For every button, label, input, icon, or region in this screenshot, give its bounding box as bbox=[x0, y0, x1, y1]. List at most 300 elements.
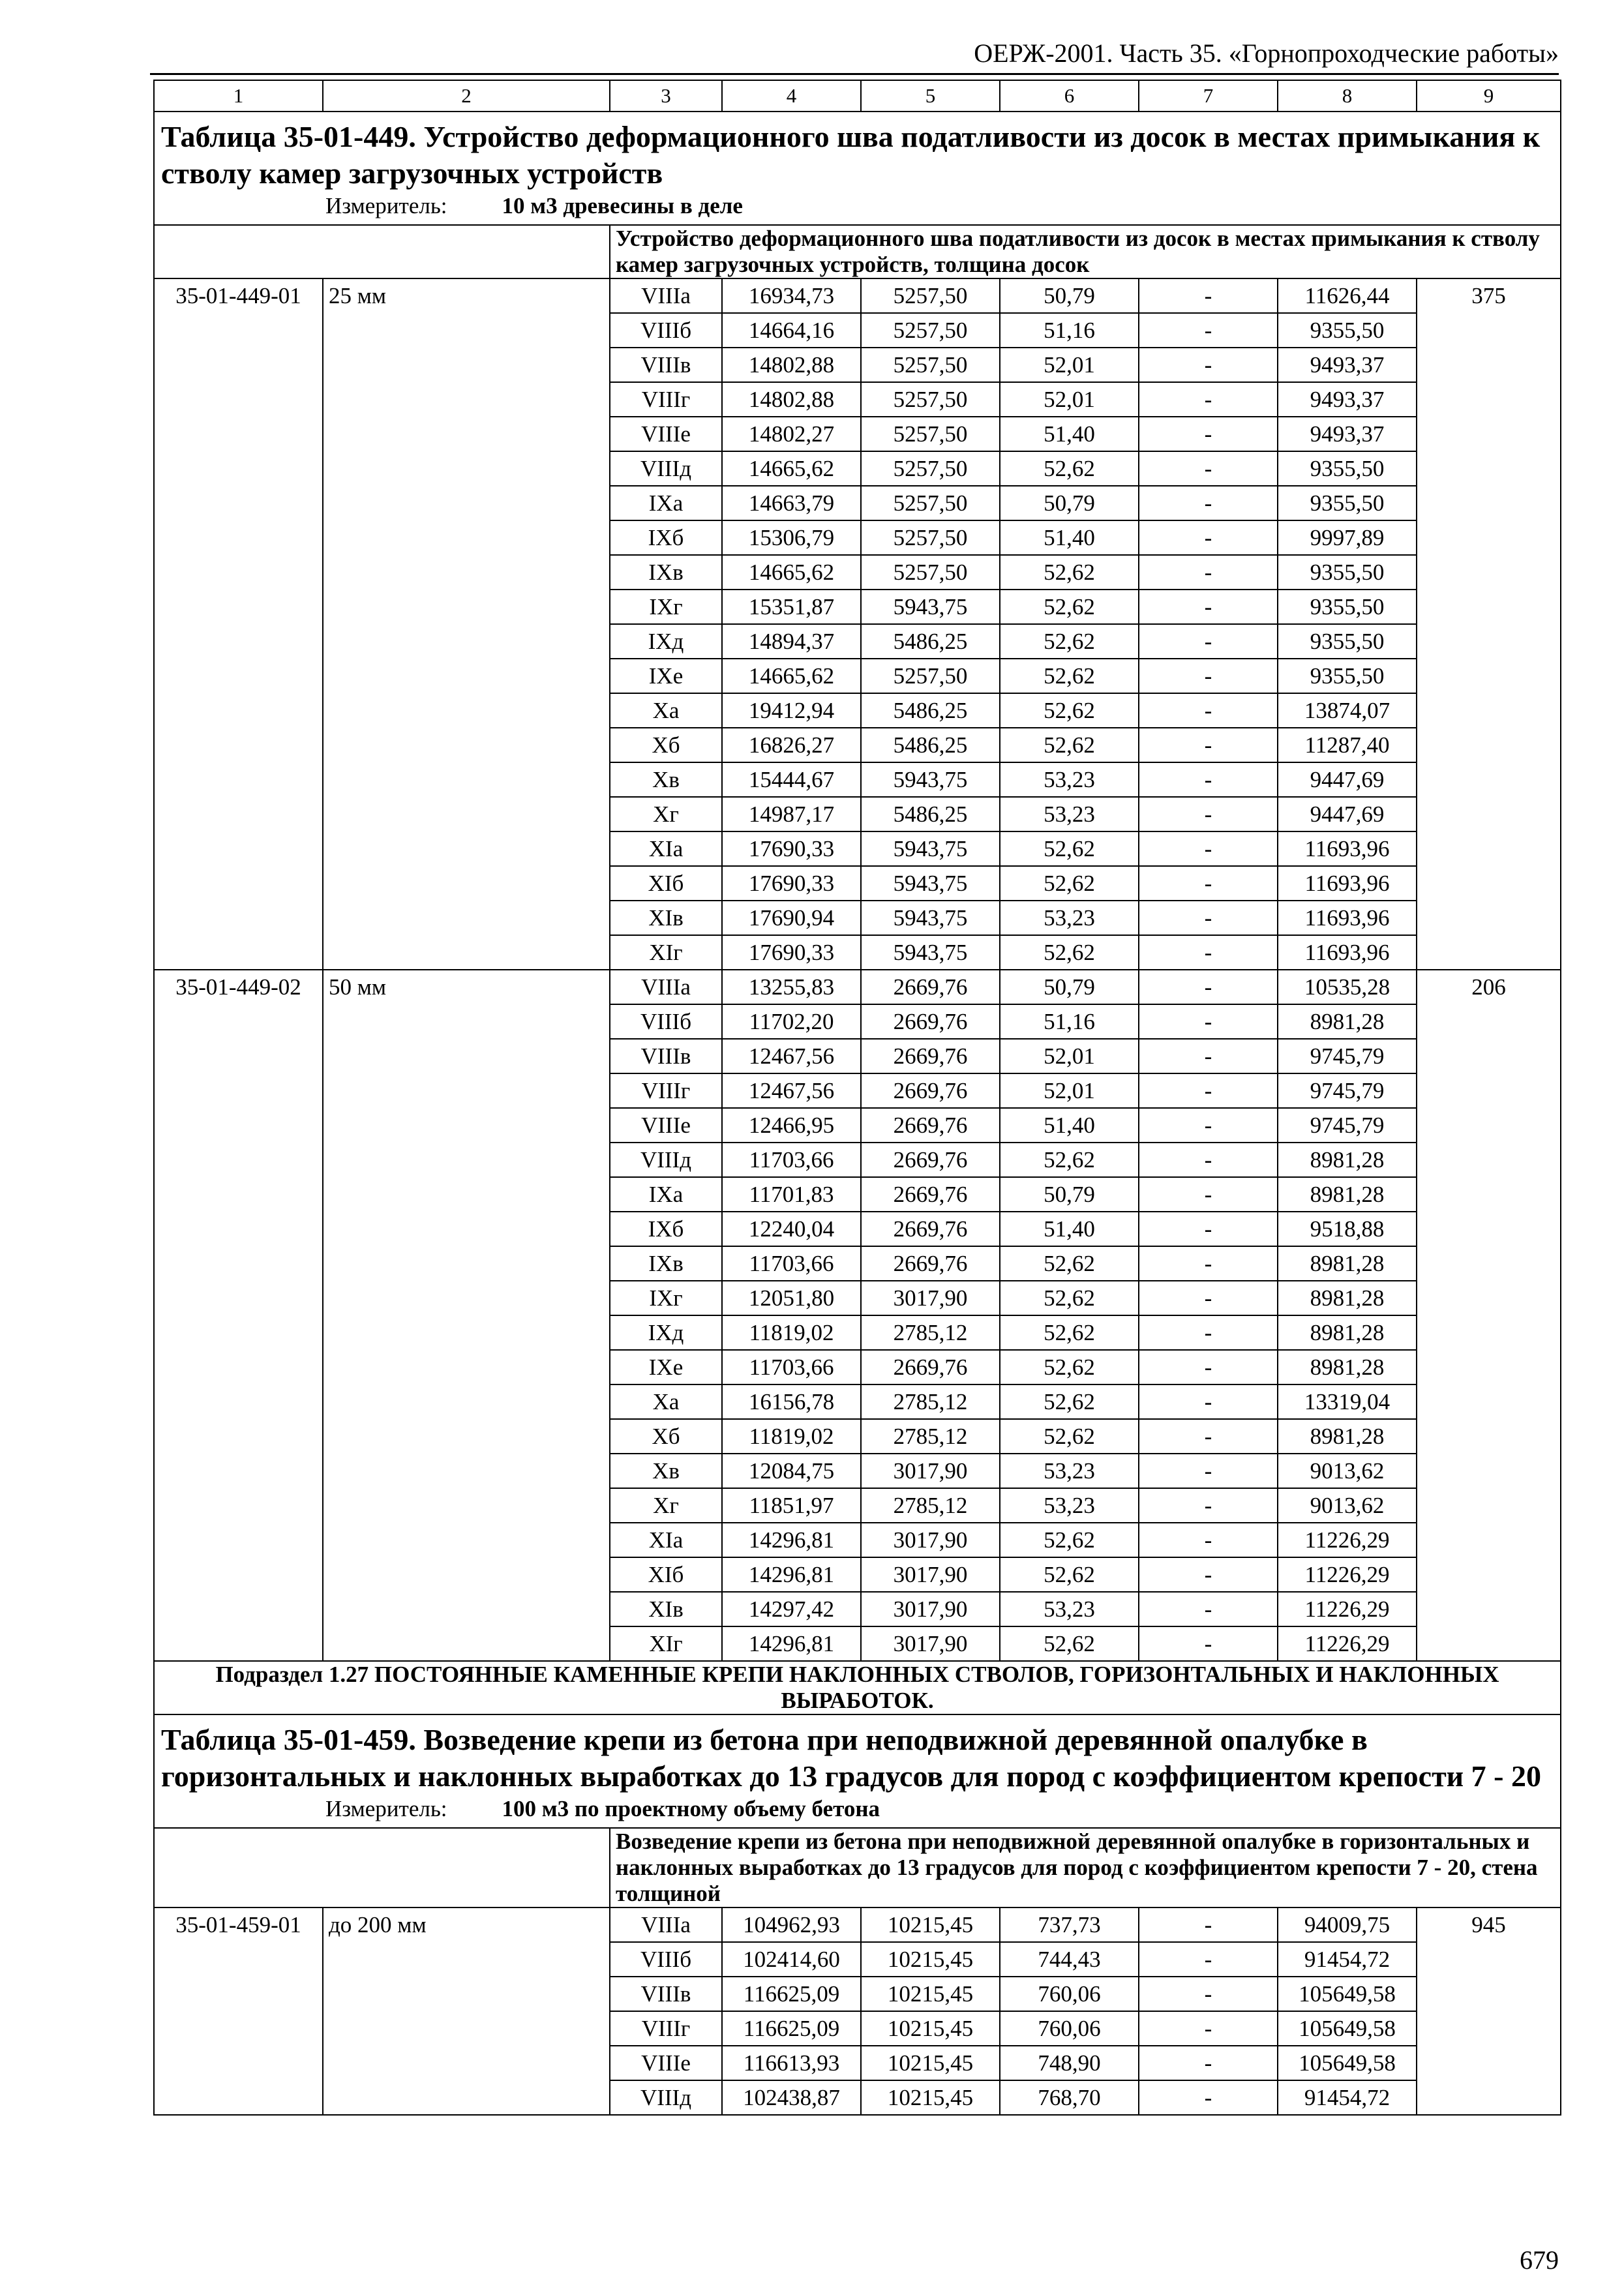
table-cell: Xв bbox=[610, 762, 722, 797]
table-cell: IXв bbox=[610, 555, 722, 590]
table-cell: 52,62 bbox=[1000, 693, 1139, 728]
table-cell: - bbox=[1139, 1073, 1278, 1108]
table-cell: VIIIб bbox=[610, 1942, 722, 1977]
table-cell: - bbox=[1139, 348, 1278, 382]
table-cell: 52,62 bbox=[1000, 1246, 1139, 1281]
table-cell: - bbox=[1139, 555, 1278, 590]
table-cell: 52,62 bbox=[1000, 866, 1139, 901]
table-cell: XIа bbox=[610, 1523, 722, 1557]
table-cell: 52,62 bbox=[1000, 728, 1139, 762]
table-cell: 52,62 bbox=[1000, 1557, 1139, 1592]
table-cell: 5257,50 bbox=[861, 451, 1000, 486]
table-cell: 17690,94 bbox=[722, 901, 861, 935]
table-cell: 9355,50 bbox=[1278, 659, 1417, 693]
table-cell: 105649,58 bbox=[1278, 2046, 1417, 2080]
table-cell: 116625,09 bbox=[722, 1977, 861, 2011]
table-cell: Xг bbox=[610, 797, 722, 831]
table-cell: XIв bbox=[610, 901, 722, 935]
table-cell: - bbox=[1139, 2011, 1278, 2046]
section-description: Возведение крепи из бетона при неподвижной деревянной опалубке в горизонтальных и наклонных выработках до 13 градусов для пород с коэффициентом крепости 7 - 20, стена толщиной bbox=[610, 1828, 1561, 1908]
table-cell: 5943,75 bbox=[861, 590, 1000, 624]
table-cell: 12467,56 bbox=[722, 1073, 861, 1108]
table-cell: - bbox=[1139, 624, 1278, 659]
table-cell: 5486,25 bbox=[861, 797, 1000, 831]
table-cell: 15444,67 bbox=[722, 762, 861, 797]
table-cell: - bbox=[1139, 728, 1278, 762]
rates-table bbox=[153, 80, 1561, 2116]
table-cell: 9493,37 bbox=[1278, 382, 1417, 417]
table-cell: 14802,27 bbox=[722, 417, 861, 451]
table-cell: - bbox=[1139, 1557, 1278, 1592]
table-cell: - bbox=[1139, 1350, 1278, 1384]
table-cell: - bbox=[1139, 1212, 1278, 1246]
table-cell: 11703,66 bbox=[722, 1246, 861, 1281]
table-cell: 11693,96 bbox=[1278, 935, 1417, 970]
table-cell: - bbox=[1139, 901, 1278, 935]
table-cell: 2669,76 bbox=[861, 1039, 1000, 1073]
table-cell: 3017,90 bbox=[861, 1281, 1000, 1315]
table-cell: 2785,12 bbox=[861, 1384, 1000, 1419]
table-cell: 8981,28 bbox=[1278, 1177, 1417, 1212]
column-number: 3 bbox=[610, 80, 722, 112]
header-rule bbox=[150, 73, 1559, 75]
table-cell: 2785,12 bbox=[861, 1419, 1000, 1454]
table-cell: 9745,79 bbox=[1278, 1039, 1417, 1073]
table-cell: 11287,40 bbox=[1278, 728, 1417, 762]
table-cell: 105649,58 bbox=[1278, 1977, 1417, 2011]
table-cell: IXд bbox=[610, 1315, 722, 1350]
table-cell: - bbox=[1139, 382, 1278, 417]
table-cell: VIIIб bbox=[610, 1004, 722, 1039]
table-cell: - bbox=[1139, 1977, 1278, 2011]
table-cell: 10215,45 bbox=[861, 1908, 1000, 1942]
rate-code: 35-01-449-02 bbox=[154, 970, 323, 1661]
table-cell: Xа bbox=[610, 693, 722, 728]
table-cell: 116613,93 bbox=[722, 2046, 861, 2080]
table-cell: - bbox=[1139, 2080, 1278, 2115]
table-cell: 8981,28 bbox=[1278, 1350, 1417, 1384]
table-cell: 3017,90 bbox=[861, 1626, 1000, 1661]
table-cell: - bbox=[1139, 831, 1278, 866]
table-cell: 11819,02 bbox=[722, 1419, 861, 1454]
table-cell: 5257,50 bbox=[861, 417, 1000, 451]
table-cell: 9355,50 bbox=[1278, 555, 1417, 590]
table-cell: 14665,62 bbox=[722, 659, 861, 693]
table-cell: 14802,88 bbox=[722, 382, 861, 417]
meter-label: Измеритель: bbox=[325, 1796, 447, 1821]
table-cell: 14296,81 bbox=[722, 1523, 861, 1557]
column-number-row bbox=[154, 80, 1561, 112]
table-cell: - bbox=[1139, 1004, 1278, 1039]
table-cell: Xв bbox=[610, 1454, 722, 1488]
table-cell: 2669,76 bbox=[861, 1073, 1000, 1108]
table-cell: XIг bbox=[610, 1626, 722, 1661]
table-cell: 5257,50 bbox=[861, 382, 1000, 417]
table-cell: 11701,83 bbox=[722, 1177, 861, 1212]
table-cell: VIIIд bbox=[610, 451, 722, 486]
table-cell: 53,23 bbox=[1000, 901, 1139, 935]
table-cell: Xб bbox=[610, 1419, 722, 1454]
table-cell: 11226,29 bbox=[1278, 1557, 1417, 1592]
table-row bbox=[154, 278, 1561, 313]
table-cell: 8981,28 bbox=[1278, 1246, 1417, 1281]
column-number: 9 bbox=[1417, 80, 1561, 112]
table-cell: 5943,75 bbox=[861, 866, 1000, 901]
table-cell: - bbox=[1139, 659, 1278, 693]
table-cell: 9493,37 bbox=[1278, 348, 1417, 382]
meter-label: Измеритель: bbox=[325, 193, 447, 218]
table-cell: - bbox=[1139, 762, 1278, 797]
table-cell: - bbox=[1139, 590, 1278, 624]
table-cell: 748,90 bbox=[1000, 2046, 1139, 2080]
table-cell: 12084,75 bbox=[722, 1454, 861, 1488]
table-cell: 10215,45 bbox=[861, 1942, 1000, 1977]
table-cell: - bbox=[1139, 970, 1278, 1004]
table-cell: 52,62 bbox=[1000, 1384, 1139, 1419]
table-cell: 8981,28 bbox=[1278, 1419, 1417, 1454]
table-cell: VIIIб bbox=[610, 313, 722, 348]
table-cell: XIб bbox=[610, 1557, 722, 1592]
table-cell: 16934,73 bbox=[722, 278, 861, 313]
table-cell: IXд bbox=[610, 624, 722, 659]
table-cell: 91454,72 bbox=[1278, 1942, 1417, 1977]
table-cell: 760,06 bbox=[1000, 2011, 1139, 2046]
table-cell: 52,62 bbox=[1000, 659, 1139, 693]
table-caption-cell bbox=[154, 1714, 1561, 1828]
table-cell: - bbox=[1139, 1592, 1278, 1626]
running-header: ОЕРЖ-2001. Часть 35. «Горнопроходческие работы» bbox=[974, 38, 1559, 68]
table-cell: 5257,50 bbox=[861, 313, 1000, 348]
table-cell: - bbox=[1139, 1039, 1278, 1073]
table-cell: - bbox=[1139, 1177, 1278, 1212]
table-cell: 14987,17 bbox=[722, 797, 861, 831]
table-cell: - bbox=[1139, 2046, 1278, 2080]
table-cell: - bbox=[1139, 313, 1278, 348]
table-cell: 14665,62 bbox=[722, 451, 861, 486]
column-number: 8 bbox=[1278, 80, 1417, 112]
table-cell: XIв bbox=[610, 1592, 722, 1626]
table-cell: - bbox=[1139, 520, 1278, 555]
column-number: 4 bbox=[722, 80, 861, 112]
table-cell: 8981,28 bbox=[1278, 1281, 1417, 1315]
table-cell: 14665,62 bbox=[722, 555, 861, 590]
table-cell: 2669,76 bbox=[861, 1143, 1000, 1177]
table-cell: 91454,72 bbox=[1278, 2080, 1417, 2115]
table-cell: 13255,83 bbox=[722, 970, 861, 1004]
table-cell: 2669,76 bbox=[861, 1212, 1000, 1246]
rate-code: 35-01-449-01 bbox=[154, 278, 323, 970]
column-number: 2 bbox=[323, 80, 610, 112]
meter-line bbox=[161, 1795, 1554, 1827]
table-cell: 52,62 bbox=[1000, 451, 1139, 486]
table-cell: 10215,45 bbox=[861, 2046, 1000, 2080]
table-cell: 11693,96 bbox=[1278, 831, 1417, 866]
table-cell: 5257,50 bbox=[861, 555, 1000, 590]
table-cell: - bbox=[1139, 1315, 1278, 1350]
table-cell: - bbox=[1139, 935, 1278, 970]
table-cell: 9997,89 bbox=[1278, 520, 1417, 555]
section-description: Устройство деформационного шва податливости из досок в местах примыкания к стволу камер загрузочных устройств, толщина досок bbox=[610, 225, 1561, 278]
table-cell: 14297,42 bbox=[722, 1592, 861, 1626]
table-cell: - bbox=[1139, 1908, 1278, 1942]
table-cell: 2785,12 bbox=[861, 1488, 1000, 1523]
table-cell: 50,79 bbox=[1000, 970, 1139, 1004]
table-cell: 9355,50 bbox=[1278, 313, 1417, 348]
table-cell: 52,62 bbox=[1000, 624, 1139, 659]
table-cell: - bbox=[1139, 1143, 1278, 1177]
table-cell: 52,62 bbox=[1000, 935, 1139, 970]
table-cell: 10535,28 bbox=[1278, 970, 1417, 1004]
table-cell: IXа bbox=[610, 1177, 722, 1212]
table-cell: XIб bbox=[610, 866, 722, 901]
table-cell: 105649,58 bbox=[1278, 2011, 1417, 2046]
table-cell: - bbox=[1139, 278, 1278, 313]
table-cell: VIIIа bbox=[610, 970, 722, 1004]
table-cell: 51,40 bbox=[1000, 1108, 1139, 1143]
table-cell: 52,01 bbox=[1000, 1073, 1139, 1108]
table-cell: 9013,62 bbox=[1278, 1488, 1417, 1523]
table-cell: - bbox=[1139, 1523, 1278, 1557]
rate-name: 50 мм bbox=[323, 970, 610, 1661]
table-cell: 10215,45 bbox=[861, 2011, 1000, 2046]
table-caption-row bbox=[154, 1714, 1561, 1828]
table-cell: IXг bbox=[610, 1281, 722, 1315]
meter-line bbox=[161, 192, 1554, 224]
table-cell: 94009,75 bbox=[1278, 1908, 1417, 1942]
table-cell: - bbox=[1139, 797, 1278, 831]
column-9-value: 206 bbox=[1417, 970, 1561, 1661]
rate-name: 25 мм bbox=[323, 278, 610, 970]
table-cell: 14802,88 bbox=[722, 348, 861, 382]
table-cell: IXа bbox=[610, 486, 722, 520]
table-cell: 104962,93 bbox=[722, 1908, 861, 1942]
table-cell: 11226,29 bbox=[1278, 1523, 1417, 1557]
table-cell: 52,62 bbox=[1000, 555, 1139, 590]
table-cell: 102438,87 bbox=[722, 2080, 861, 2115]
table-cell: 17690,33 bbox=[722, 866, 861, 901]
table-cell: XIа bbox=[610, 831, 722, 866]
table-cell: 11851,97 bbox=[722, 1488, 861, 1523]
table-cell: - bbox=[1139, 1108, 1278, 1143]
table-cell: IXе bbox=[610, 659, 722, 693]
table-cell: 5943,75 bbox=[861, 901, 1000, 935]
table-cell: 760,06 bbox=[1000, 1977, 1139, 2011]
table-caption: Таблица 35-01-459. Возведение крепи из бетона при неподвижной деревянной опалубке в горизонтальных и наклонных выработках до 13 градусов для пород с коэффициентом крепости 7 - 20 bbox=[161, 1723, 1541, 1793]
table-cell: 9447,69 bbox=[1278, 762, 1417, 797]
table-cell: 9518,88 bbox=[1278, 1212, 1417, 1246]
table-cell: 11226,29 bbox=[1278, 1592, 1417, 1626]
table-cell: VIIIа bbox=[610, 278, 722, 313]
table-cell: - bbox=[1139, 1246, 1278, 1281]
table-caption-row bbox=[154, 112, 1561, 225]
table-cell: VIIIе bbox=[610, 2046, 722, 2080]
table-cell: 51,16 bbox=[1000, 1004, 1139, 1039]
table-row bbox=[154, 1908, 1561, 1942]
table-cell: VIIIе bbox=[610, 1108, 722, 1143]
table-cell: 17690,33 bbox=[722, 935, 861, 970]
table-cell: 15306,79 bbox=[722, 520, 861, 555]
table-cell: - bbox=[1139, 486, 1278, 520]
table-cell: - bbox=[1139, 417, 1278, 451]
table-cell: IXе bbox=[610, 1350, 722, 1384]
table-caption-cell bbox=[154, 112, 1561, 225]
table-cell: 5257,50 bbox=[861, 278, 1000, 313]
table-cell: 53,23 bbox=[1000, 1592, 1139, 1626]
table-cell: 9355,50 bbox=[1278, 451, 1417, 486]
table-cell: 13319,04 bbox=[1278, 1384, 1417, 1419]
table-cell: 51,16 bbox=[1000, 313, 1139, 348]
column-number: 7 bbox=[1139, 80, 1278, 112]
subsection-heading: Подраздел 1.27 ПОСТОЯННЫЕ КАМЕННЫЕ КРЕПИ НАКЛОННЫХ СТВОЛОВ, ГОРИЗОНТАЛЬНЫХ И НАКЛОННЫХ ВЫРАБОТОК. bbox=[154, 1661, 1561, 1714]
table-cell: 2669,76 bbox=[861, 1177, 1000, 1212]
column-number: 5 bbox=[861, 80, 1000, 112]
table-cell: 9355,50 bbox=[1278, 624, 1417, 659]
table-cell: 50,79 bbox=[1000, 278, 1139, 313]
table-cell: 768,70 bbox=[1000, 2080, 1139, 2115]
table-cell: 11693,96 bbox=[1278, 901, 1417, 935]
table-cell: 8981,28 bbox=[1278, 1143, 1417, 1177]
table-cell: 14296,81 bbox=[722, 1557, 861, 1592]
table-cell: 12466,95 bbox=[722, 1108, 861, 1143]
table-cell: 5486,25 bbox=[861, 693, 1000, 728]
table-cell: 15351,87 bbox=[722, 590, 861, 624]
table-cell: - bbox=[1139, 1384, 1278, 1419]
table-cell: 2669,76 bbox=[861, 970, 1000, 1004]
table-cell: - bbox=[1139, 1419, 1278, 1454]
table-cell: 2669,76 bbox=[861, 1004, 1000, 1039]
table-cell: 11819,02 bbox=[722, 1315, 861, 1350]
table-cell: 5486,25 bbox=[861, 728, 1000, 762]
table-cell: 3017,90 bbox=[861, 1454, 1000, 1488]
table-cell: 10215,45 bbox=[861, 2080, 1000, 2115]
table-cell: Xа bbox=[610, 1384, 722, 1419]
table-cell: XIг bbox=[610, 935, 722, 970]
table-cell: 13874,07 bbox=[1278, 693, 1417, 728]
table-cell: 52,01 bbox=[1000, 1039, 1139, 1073]
table-cell: 19412,94 bbox=[722, 693, 861, 728]
table-cell: 11702,20 bbox=[722, 1004, 861, 1039]
table-cell: 16156,78 bbox=[722, 1384, 861, 1419]
table-cell: 52,62 bbox=[1000, 1419, 1139, 1454]
column-9-value: 375 bbox=[1417, 278, 1561, 970]
meter-value: 10 м3 древесины в деле bbox=[502, 193, 743, 218]
table-cell: 5257,50 bbox=[861, 520, 1000, 555]
table-cell: 9745,79 bbox=[1278, 1108, 1417, 1143]
table-cell: 52,62 bbox=[1000, 1350, 1139, 1384]
table-cell: 744,43 bbox=[1000, 1942, 1139, 1977]
table-caption: Таблица 35-01-449. Устройство деформационного шва податливости из досок в местах примыкания к стволу камер загрузочных устройств bbox=[161, 120, 1541, 190]
table-cell: 53,23 bbox=[1000, 1454, 1139, 1488]
table-cell: Xг bbox=[610, 1488, 722, 1523]
table-cell: 9013,62 bbox=[1278, 1454, 1417, 1488]
table-cell: 2669,76 bbox=[861, 1246, 1000, 1281]
section-description-row bbox=[154, 1828, 1561, 1908]
table-cell: 2785,12 bbox=[861, 1315, 1000, 1350]
table-cell: VIIIг bbox=[610, 382, 722, 417]
table-cell: 12051,80 bbox=[722, 1281, 861, 1315]
table-cell: IXг bbox=[610, 590, 722, 624]
table-cell: 11703,66 bbox=[722, 1143, 861, 1177]
table-cell: 5943,75 bbox=[861, 831, 1000, 866]
table-cell: 9355,50 bbox=[1278, 590, 1417, 624]
meter-value: 100 м3 по проектному объему бетона bbox=[502, 1796, 880, 1821]
table-cell: 3017,90 bbox=[861, 1557, 1000, 1592]
page-number: 679 bbox=[1520, 2245, 1559, 2275]
table-cell: 8981,28 bbox=[1278, 1004, 1417, 1039]
table-cell: - bbox=[1139, 693, 1278, 728]
table-cell: 8981,28 bbox=[1278, 1315, 1417, 1350]
table-cell: 11693,96 bbox=[1278, 866, 1417, 901]
table-cell: 16826,27 bbox=[722, 728, 861, 762]
table-cell: 116625,09 bbox=[722, 2011, 861, 2046]
table-cell: 12240,04 bbox=[722, 1212, 861, 1246]
table-cell: - bbox=[1139, 1454, 1278, 1488]
column-number: 1 bbox=[154, 80, 323, 112]
table-cell: 14296,81 bbox=[722, 1626, 861, 1661]
table-cell: 9447,69 bbox=[1278, 797, 1417, 831]
table-cell: - bbox=[1139, 451, 1278, 486]
table-cell: 52,62 bbox=[1000, 1315, 1139, 1350]
table-cell: 9745,79 bbox=[1278, 1073, 1417, 1108]
table-cell: VIIIв bbox=[610, 1039, 722, 1073]
empty-cell bbox=[154, 1828, 610, 1908]
table-cell: 50,79 bbox=[1000, 486, 1139, 520]
table-cell: 52,62 bbox=[1000, 1523, 1139, 1557]
column-9-value: 945 bbox=[1417, 1908, 1561, 2115]
table-cell: 11226,29 bbox=[1278, 1626, 1417, 1661]
table-cell: - bbox=[1139, 1942, 1278, 1977]
table-cell: 53,23 bbox=[1000, 1488, 1139, 1523]
table-cell: - bbox=[1139, 1626, 1278, 1661]
rates-table-body bbox=[154, 80, 1561, 2115]
table-cell: - bbox=[1139, 1281, 1278, 1315]
table-cell: VIIIе bbox=[610, 417, 722, 451]
table-cell: IXв bbox=[610, 1246, 722, 1281]
table-cell: 12467,56 bbox=[722, 1039, 861, 1073]
table-cell: 52,62 bbox=[1000, 1281, 1139, 1315]
subsection-row bbox=[154, 1661, 1561, 1714]
section-description-row bbox=[154, 225, 1561, 278]
table-cell: 52,62 bbox=[1000, 1143, 1139, 1177]
table-cell: 53,23 bbox=[1000, 797, 1139, 831]
table-cell: VIIIа bbox=[610, 1908, 722, 1942]
rate-code: 35-01-459-01 bbox=[154, 1908, 323, 2115]
table-cell: 11703,66 bbox=[722, 1350, 861, 1384]
table-cell: 9493,37 bbox=[1278, 417, 1417, 451]
table-cell: VIIIд bbox=[610, 1143, 722, 1177]
table-cell: 3017,90 bbox=[861, 1592, 1000, 1626]
table-cell: 10215,45 bbox=[861, 1977, 1000, 2011]
table-cell: IXб bbox=[610, 520, 722, 555]
table-cell: 52,62 bbox=[1000, 831, 1139, 866]
table-cell: 51,40 bbox=[1000, 417, 1139, 451]
table-cell: 52,01 bbox=[1000, 382, 1139, 417]
table-cell: 5943,75 bbox=[861, 935, 1000, 970]
table-cell: - bbox=[1139, 866, 1278, 901]
table-cell: VIIIв bbox=[610, 348, 722, 382]
table-cell: 52,62 bbox=[1000, 590, 1139, 624]
table-cell: VIIIг bbox=[610, 1073, 722, 1108]
table-cell: 5257,50 bbox=[861, 486, 1000, 520]
table-cell: VIIIг bbox=[610, 2011, 722, 2046]
table-cell: 51,40 bbox=[1000, 520, 1139, 555]
table-cell: 17690,33 bbox=[722, 831, 861, 866]
table-cell: 14663,79 bbox=[722, 486, 861, 520]
table-cell: VIIIв bbox=[610, 1977, 722, 2011]
table-cell: 52,62 bbox=[1000, 1626, 1139, 1661]
table-cell: 5257,50 bbox=[861, 659, 1000, 693]
table-cell: 53,23 bbox=[1000, 762, 1139, 797]
